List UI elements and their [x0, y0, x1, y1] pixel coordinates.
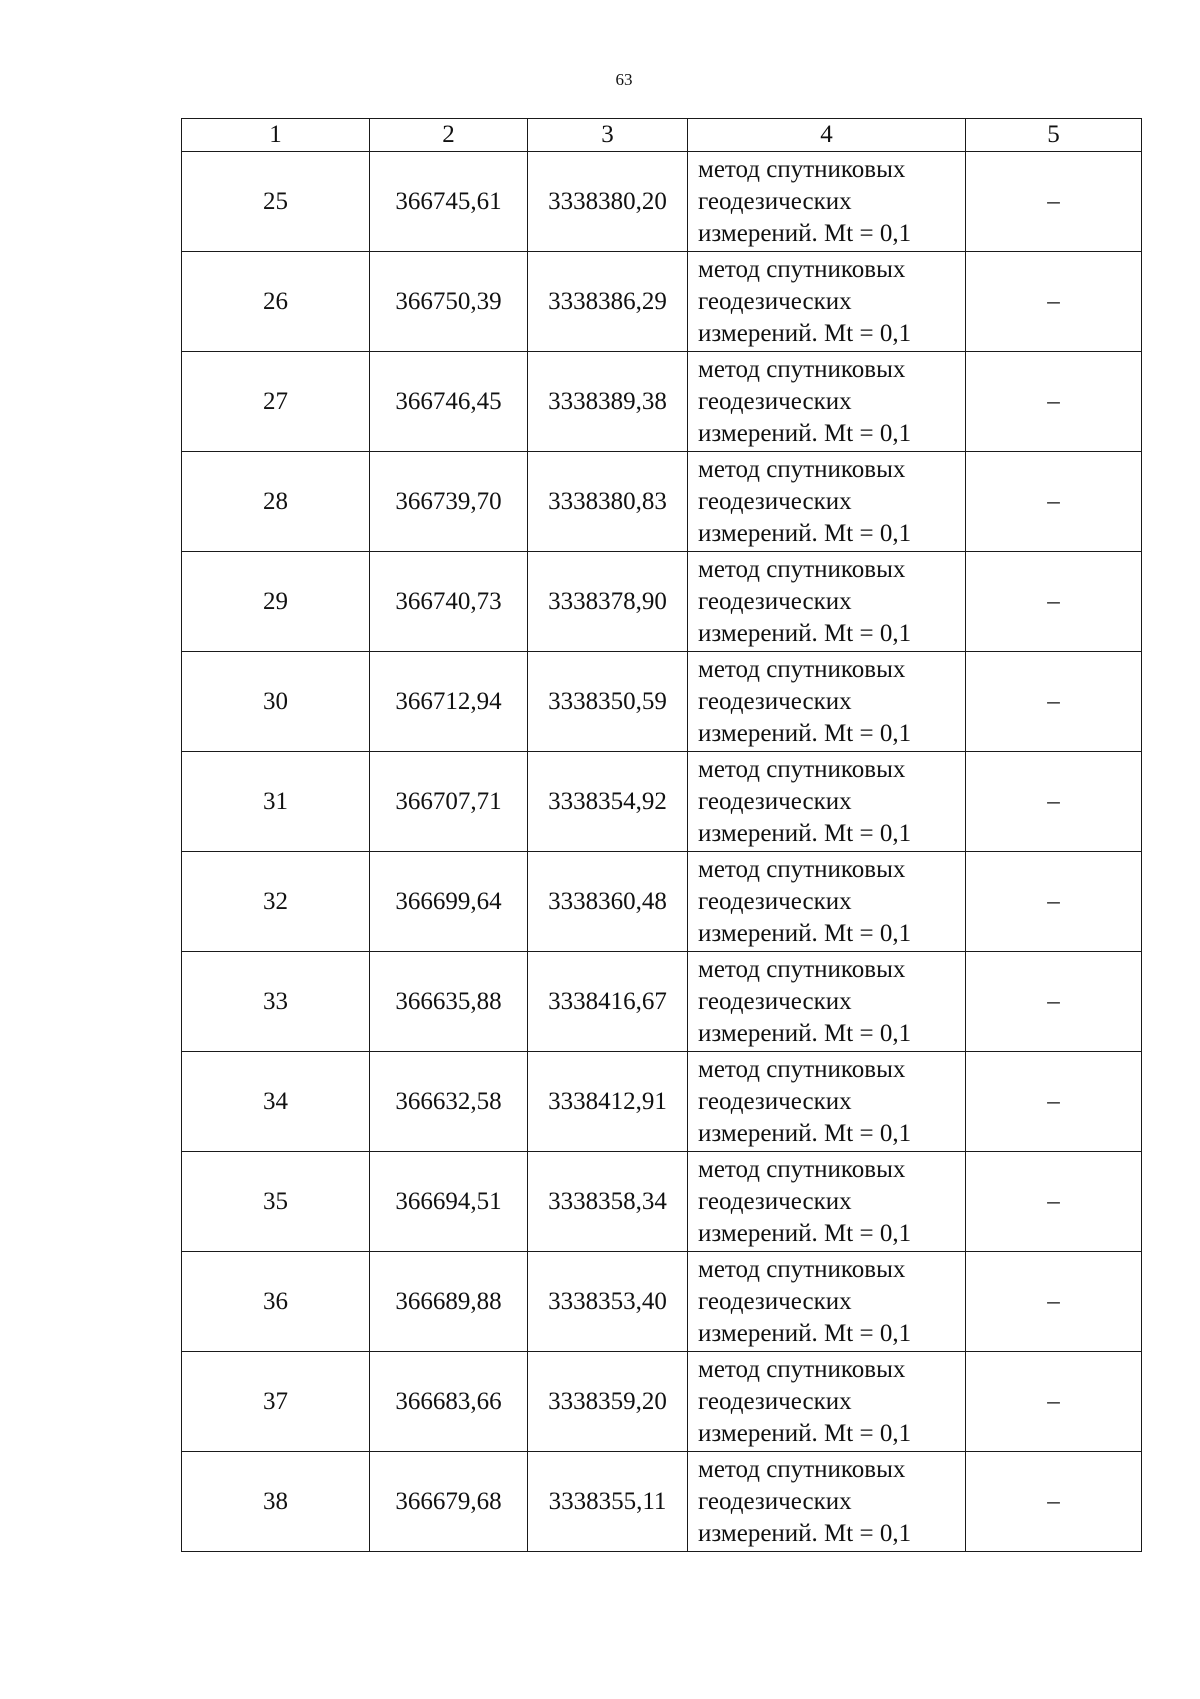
x-coordinate-cell: 366740,73 — [370, 552, 528, 652]
method-line: геодезических — [698, 787, 852, 815]
table-row — [182, 1352, 1142, 1452]
table-body — [182, 152, 1142, 1552]
y-coordinate-cell: 3338353,40 — [528, 1252, 688, 1352]
column-header: 5 — [966, 119, 1142, 152]
x-coordinate-cell: 366635,88 — [370, 952, 528, 1052]
method-line: геодезических — [698, 987, 852, 1015]
y-coordinate-cell: 3338350,59 — [528, 652, 688, 752]
column-header: 2 — [370, 119, 528, 152]
error-cell: – — [966, 452, 1142, 552]
y-coordinate-cell: 3338380,83 — [528, 452, 688, 552]
y-coordinate-cell: 3338358,34 — [528, 1152, 688, 1252]
method-line: измерений. Mt = 0,1 — [698, 819, 912, 847]
y-coordinate-cell: 3338354,92 — [528, 752, 688, 852]
table-row — [182, 752, 1142, 852]
method-line: геодезических — [698, 487, 852, 515]
point-number-cell: 31 — [182, 752, 370, 852]
method-line: измерений. Mt = 0,1 — [698, 719, 912, 747]
y-coordinate-cell: 3338360,48 — [528, 852, 688, 952]
error-cell: – — [966, 1252, 1142, 1352]
table-row — [182, 252, 1142, 352]
method-line: метод спутниковых — [698, 255, 906, 283]
method-line: геодезических — [698, 887, 852, 915]
x-coordinate-cell: 366694,51 — [370, 1152, 528, 1252]
point-number-cell: 28 — [182, 452, 370, 552]
point-number-cell: 37 — [182, 1352, 370, 1452]
method-line: измерений. Mt = 0,1 — [698, 1319, 912, 1347]
page-number: 63 — [615, 70, 633, 89]
method-line: метод спутниковых — [698, 855, 906, 883]
method-line: метод спутниковых — [698, 755, 906, 783]
y-coordinate-cell: 3338389,38 — [528, 352, 688, 452]
point-number-cell: 34 — [182, 1052, 370, 1152]
error-cell: – — [966, 352, 1142, 452]
method-line: метод спутниковых — [698, 155, 906, 183]
error-cell: – — [966, 852, 1142, 952]
method-line: метод спутниковых — [698, 1455, 906, 1483]
method-cell — [688, 1252, 966, 1352]
method-line: измерений. Mt = 0,1 — [698, 519, 912, 547]
error-cell: – — [966, 1452, 1142, 1552]
method-line: геодезических — [698, 1387, 852, 1415]
method-line: геодезических — [698, 287, 852, 315]
x-coordinate-cell: 366699,64 — [370, 852, 528, 952]
x-coordinate-cell: 366683,66 — [370, 1352, 528, 1452]
method-line: метод спутниковых — [698, 1155, 906, 1183]
method-line: измерений. Mt = 0,1 — [698, 1219, 912, 1247]
method-cell — [688, 152, 966, 252]
method-cell — [688, 452, 966, 552]
table-row — [182, 952, 1142, 1052]
column-header: 4 — [688, 119, 966, 152]
table-row — [182, 852, 1142, 952]
y-coordinate-cell: 3338378,90 — [528, 552, 688, 652]
method-line: геодезических — [698, 587, 852, 615]
point-number-cell: 30 — [182, 652, 370, 752]
x-coordinate-cell: 366632,58 — [370, 1052, 528, 1152]
x-coordinate-cell: 366679,68 — [370, 1452, 528, 1552]
column-header: 1 — [182, 119, 370, 152]
method-cell — [688, 752, 966, 852]
y-coordinate-cell: 3338355,11 — [528, 1452, 688, 1552]
x-coordinate-cell: 366689,88 — [370, 1252, 528, 1352]
error-cell: – — [966, 1152, 1142, 1252]
column-header: 3 — [528, 119, 688, 152]
method-line: геодезических — [698, 187, 852, 215]
point-number-cell: 27 — [182, 352, 370, 452]
method-line: геодезических — [698, 1187, 852, 1215]
x-coordinate-cell: 366746,45 — [370, 352, 528, 452]
table-row — [182, 1052, 1142, 1152]
method-cell — [688, 1352, 966, 1452]
method-line: метод спутниковых — [698, 1355, 906, 1383]
point-number-cell: 33 — [182, 952, 370, 1052]
method-line: метод спутниковых — [698, 1255, 906, 1283]
table-row — [182, 1152, 1142, 1252]
x-coordinate-cell: 366707,71 — [370, 752, 528, 852]
error-cell: – — [966, 652, 1142, 752]
y-coordinate-cell: 3338359,20 — [528, 1352, 688, 1452]
method-cell — [688, 1452, 966, 1552]
y-coordinate-cell: 3338380,20 — [528, 152, 688, 252]
x-coordinate-cell: 366745,61 — [370, 152, 528, 252]
error-cell: – — [966, 1052, 1142, 1152]
table-row — [182, 352, 1142, 452]
point-number-cell: 32 — [182, 852, 370, 952]
table-row — [182, 152, 1142, 252]
method-cell — [688, 952, 966, 1052]
error-cell: – — [966, 152, 1142, 252]
point-number-cell: 29 — [182, 552, 370, 652]
method-cell — [688, 1152, 966, 1252]
point-number-cell: 26 — [182, 252, 370, 352]
method-line: метод спутниковых — [698, 555, 906, 583]
method-cell — [688, 852, 966, 952]
error-cell: – — [966, 952, 1142, 1052]
point-number-cell: 35 — [182, 1152, 370, 1252]
table-header-row — [182, 119, 1142, 152]
table-row — [182, 652, 1142, 752]
table-row — [182, 1452, 1142, 1552]
error-cell: – — [966, 752, 1142, 852]
error-cell: – — [966, 252, 1142, 352]
method-line: измерений. Mt = 0,1 — [698, 619, 912, 647]
point-number-cell: 38 — [182, 1452, 370, 1552]
table-row — [182, 452, 1142, 552]
coordinates-table — [181, 118, 1142, 1552]
method-line: геодезических — [698, 1087, 852, 1115]
point-number-cell: 36 — [182, 1252, 370, 1352]
method-line: измерений. Mt = 0,1 — [698, 1119, 912, 1147]
method-line: метод спутниковых — [698, 955, 906, 983]
method-line: геодезических — [698, 687, 852, 715]
x-coordinate-cell: 366750,39 — [370, 252, 528, 352]
table-row — [182, 552, 1142, 652]
method-line: геодезических — [698, 1287, 852, 1315]
y-coordinate-cell: 3338416,67 — [528, 952, 688, 1052]
method-line: измерений. Mt = 0,1 — [698, 1519, 912, 1547]
y-coordinate-cell: 3338386,29 — [528, 252, 688, 352]
method-cell — [688, 352, 966, 452]
method-line: метод спутниковых — [698, 355, 906, 383]
method-line: геодезических — [698, 1487, 852, 1515]
x-coordinate-cell: 366739,70 — [370, 452, 528, 552]
point-number-cell: 25 — [182, 152, 370, 252]
method-line: измерений. Mt = 0,1 — [698, 419, 912, 447]
method-cell — [688, 1052, 966, 1152]
method-line: измерений. Mt = 0,1 — [698, 1019, 912, 1047]
error-cell: – — [966, 552, 1142, 652]
method-line: измерений. Mt = 0,1 — [698, 1419, 912, 1447]
x-coordinate-cell: 366712,94 — [370, 652, 528, 752]
method-cell — [688, 652, 966, 752]
y-coordinate-cell: 3338412,91 — [528, 1052, 688, 1152]
error-cell: – — [966, 1352, 1142, 1452]
method-line: геодезических — [698, 387, 852, 415]
method-line: метод спутниковых — [698, 455, 906, 483]
method-line: измерений. Mt = 0,1 — [698, 219, 912, 247]
method-line: измерений. Mt = 0,1 — [698, 319, 912, 347]
method-cell — [688, 552, 966, 652]
method-cell — [688, 252, 966, 352]
method-line: метод спутниковых — [698, 1055, 906, 1083]
method-line: метод спутниковых — [698, 655, 906, 683]
table-row — [182, 1252, 1142, 1352]
method-line: измерений. Mt = 0,1 — [698, 919, 912, 947]
